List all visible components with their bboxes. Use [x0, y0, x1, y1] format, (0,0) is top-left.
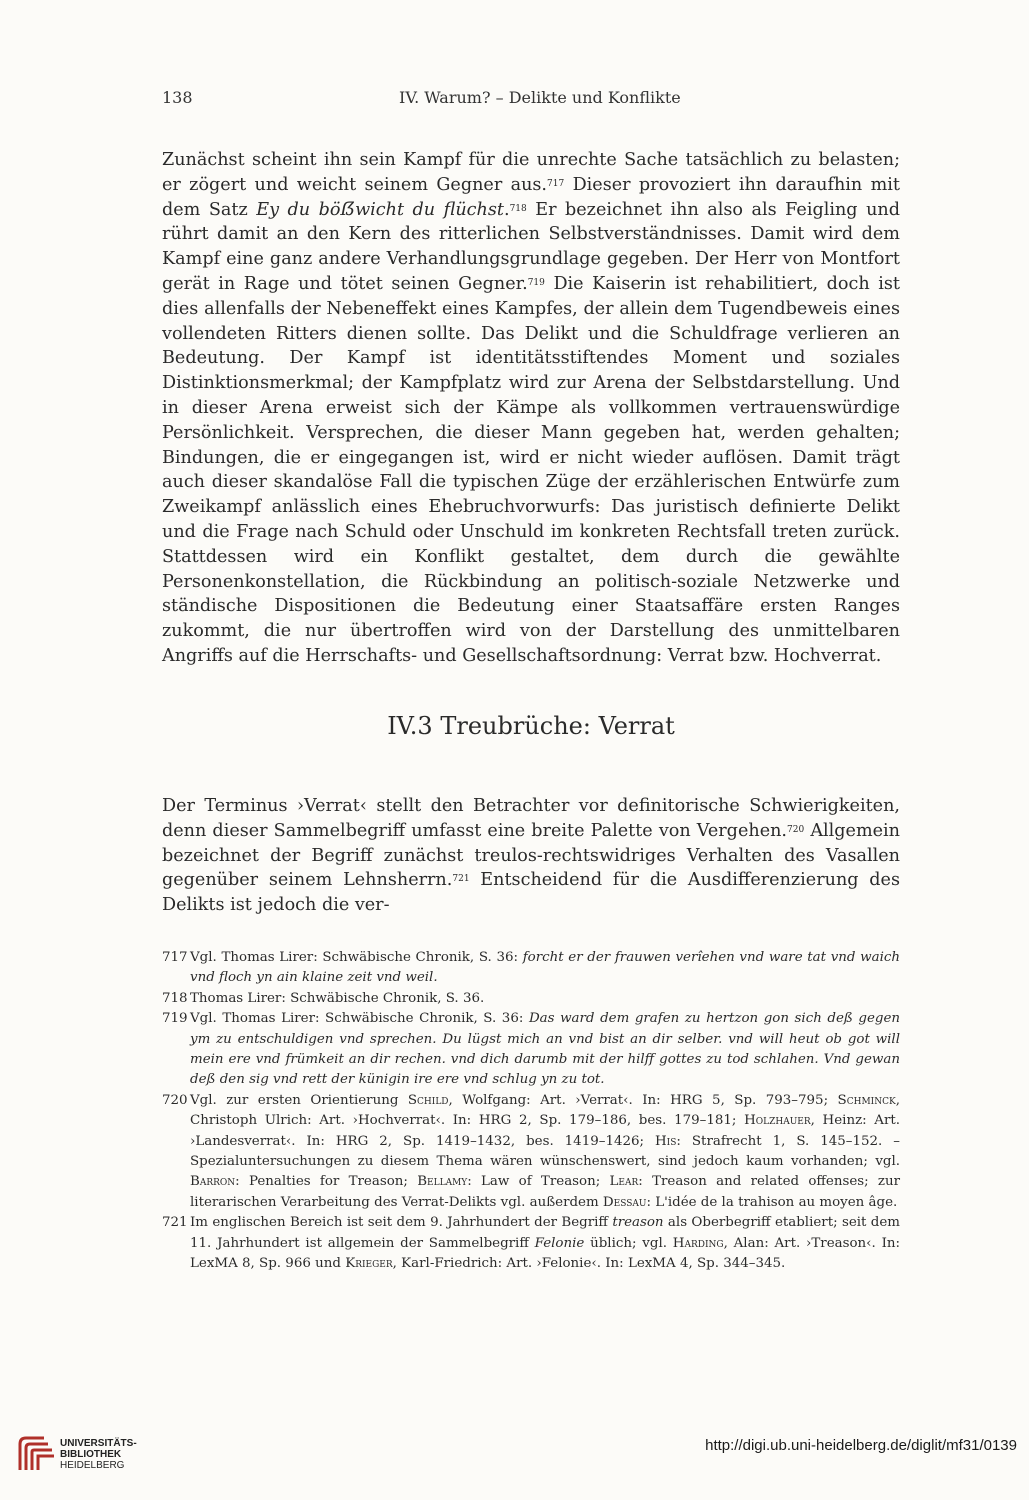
quote: Ey du böẞwicht du flüchst [256, 199, 504, 220]
footnote-719 [162, 1009, 900, 1091]
logo-line: HEIDELBERG [60, 1460, 125, 1471]
footnote-721 [162, 1213, 900, 1274]
footnote-number: 720 [162, 1092, 188, 1108]
running-title: IV. Warum? – Delikte und Konflikte [399, 88, 681, 107]
paragraph-2 [162, 794, 900, 918]
text-run: Er bezeichnet ihn also als Feigling und rührt damit an den Kern des ritterlichen Selbstverständnisses. Damit wird dem Kampf eine ganz andere Verhandlungsgrundlage gegeben. Der Herr von Montfort gerät in Rage und tötet seinen Gegner. [162, 199, 900, 294]
text-run: Der Terminus ›Verrat‹ stellt den Betrachter vor definitorische Schwierigkeiten, denn dieser Sammelbegriff umfasst eine breite Palette von Vergehen. [162, 796, 900, 841]
text-run: . [503, 199, 510, 220]
text-run: , Wolfgang: Art. ›Verrat‹. In: HRG 5, Sp. 793–795; [448, 1092, 838, 1108]
footnote-718 [162, 989, 900, 1009]
source-url-link[interactable]: http://digi.ub.uni-heidelberg.de/diglit/mf31/0139 [705, 1437, 1017, 1454]
text-run: , Karl-Friedrich: Art. ›Felonie‹. In: LexMA 4, Sp. 344–345. [392, 1256, 786, 1272]
text-run: : Penalties for Treason; [235, 1174, 418, 1190]
text-run: Zunächst scheint ihn sein Kampf für die unrechte Sache tatsächlich zu belasten; er zögert und weicht seinem Gegner aus. [162, 150, 900, 195]
text-run: Allgemein bezeichnet der Begriff zunächst treulos-rechtswidriges Verhalten des Vasallen gegenüber seinem Lehnsherrn. [162, 820, 901, 891]
footnote-number: 718 [162, 990, 188, 1006]
footnote-number: 721 [162, 1215, 188, 1231]
text-run: , Heinz: Art. ›Landesverrat‹. In: HRG 2, Sp. 1419–1432, bes. 1419–1426; [190, 1113, 900, 1149]
author-name: Bellamy [417, 1174, 468, 1190]
text-run: , Alan: Art. ›Treason‹. In: LexMA 8, Sp. 966 und [190, 1235, 900, 1272]
footnote-ref-721[interactable]: 721 [452, 874, 470, 885]
text-run: , Christoph Ulrich: Art. ›Hochverrat‹. In: HRG 2, Sp. 179–186, bes. 179–181; [190, 1092, 900, 1129]
quote: Das ward dem grafen zu hertzon gon sich deß gegen ym zu entschuldigen vnd sprechen. Du lügst mich an vnd bist an dir selber. vnd will heut ob got will mein ere vnd frümkeit an dir rechen. vnd dich darumb mit der hilff gottes zu tod schlahen. Vnd gewan deß den sig vnd rett der künigin ire ere vnd schlug yn zu tot. [190, 1011, 900, 1088]
text-run: Entscheidend für die Ausdifferenzierung des Delikts ist jedoch die ver- [162, 870, 900, 916]
text-run: : Law of Treason; [467, 1174, 610, 1190]
footnote-ref-718[interactable]: 718 [509, 203, 527, 214]
footnote-ref-720[interactable]: 720 [787, 824, 805, 835]
text-run: Im englischen Bereich ist seit dem 9. Jahrhundert der Begriff [190, 1215, 613, 1231]
text-run: Dieser provoziert ihn daraufhin mit dem Satz [162, 174, 900, 220]
text-run: : L'idée de la trahison au moyen âge. [646, 1194, 898, 1210]
text-run: Vgl. Thomas Lirer: Schwäbische Chronik, S. 36: [190, 950, 523, 965]
logo-line: UNIVERSITÄTS- [60, 1438, 137, 1449]
author-name: Krieger [345, 1256, 393, 1272]
text-run: Vgl. zur ersten Orientierung [190, 1092, 408, 1108]
text-run: : Treason and related offenses; zur literarischen Verarbeitung des Verrat-Delikts vgl. außerdem [190, 1174, 901, 1210]
footnote-ref-719[interactable]: 719 [527, 277, 545, 288]
footnote-ref-717[interactable]: 717 [547, 178, 565, 189]
author-name: Barron [190, 1174, 236, 1190]
footnote-717 [162, 948, 900, 989]
library-logo-icon [14, 1430, 58, 1474]
footnote-number: 719 [162, 1011, 188, 1027]
author-name: His [655, 1133, 677, 1149]
author-name: Dessau [602, 1194, 647, 1210]
paragraph-1 [162, 148, 900, 669]
quote: forcht er der frauwen verîehen vnd ware tat vnd waich vnd floch yn ain klaine zeit vnd weil. [190, 950, 900, 986]
page-number: 138 [162, 88, 193, 107]
author-name: Harding [672, 1235, 724, 1251]
footnote-720 [162, 1091, 900, 1213]
author-name: Lear [609, 1174, 639, 1190]
library-logo-text [60, 1438, 137, 1471]
footnotes [162, 948, 900, 1275]
text-run: als Oberbegriff etabliert; seit dem 11. Jahrhundert ist allgemein der Sammelbegriff [190, 1215, 900, 1251]
library-logo[interactable] [14, 1430, 164, 1478]
section-heading: IV.3 Treubrüche: Verrat [387, 712, 675, 740]
author-name: Schild [407, 1092, 449, 1108]
text-run: : Strafrecht 1, S. 145–152. – Spezialuntersuchungen zu diesem Thema wären wünschenswert, sind jedoch kaum vorhanden; vgl. [190, 1133, 900, 1170]
author-name: Holzhauer [744, 1113, 811, 1129]
term: Felonie [534, 1235, 585, 1251]
author-name: Schminck [837, 1092, 896, 1108]
text-run: Vgl. Thomas Lirer: Schwäbische Chronik, S. 36: [190, 1011, 529, 1027]
logo-line: BIBLIOTHEK [60, 1449, 122, 1460]
text-run: üblich; vgl. [584, 1235, 673, 1251]
text-run: Thomas Lirer: Schwäbische Chronik, S. 36. [190, 990, 485, 1006]
footnote-number: 717 [162, 950, 188, 965]
term: treason [612, 1215, 664, 1231]
text-run: Die Kaiserin ist rehabilitiert, doch ist dies allenfalls der Nebeneffekt eines Kampfes, der allein dem Tugendbeweis eines vollendeten Ritters dienen sollte. Das Delikt und die Schuldfrage verlieren an Bedeutung. Der Kampf ist identitätsstiftendes Moment und soziales Distinktionsmerkmal; der Kampfplatz wird zur Arena der Selbstdarstellung. Und in dieser Arena erweist sich der Kämpe als vollkommen vertrauenswürdige Persönlichkeit. Versprechen, die dieser Mann gegeben hat, werden gehalten; Bindungen, die er eingegangen ist, wird er nicht wieder auflösen. Damit trägt auch dieser skandalöse Fall die typischen Züge der erzählerischen Entwürfe zum Zweikampf anlässlich eines Ehebruchvorwurfs: Das juristisch definierte Delikt und die Frage nach Schuld oder Unschuld im konkreten Rechtsfall treten zurück. Stattdessen wird ein Konflikt gestaltet, dem durch die gewählte Personenkonstellation, die Rückbindung an politisch-soziale Netzwerke und ständische Dispositionen die Bedeutung einer Staatsaffäre ersten Ranges zukommt, die nur übertroffen wird von der Darstellung des unmittelbaren Angriffs auf die Herrschafts- und Gesellschaftsordnung: Verrat bzw. Hochverrat. [162, 273, 900, 666]
